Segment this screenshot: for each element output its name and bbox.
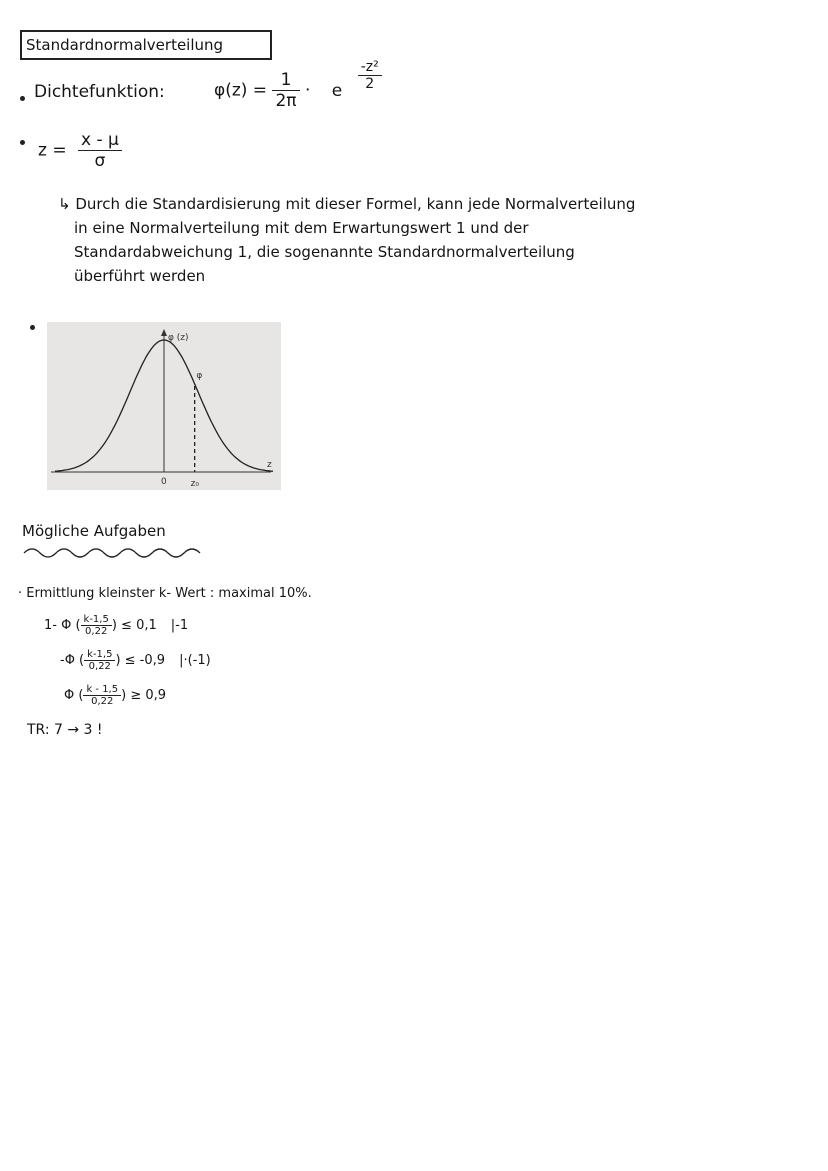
note-line-1: ↳ Durch die Standardisierung mit dieser Formel, kann jede Normalverteilung: [58, 195, 636, 213]
z-den: σ: [94, 151, 106, 171]
density-exponent: [358, 59, 382, 92]
density-formula: [214, 58, 379, 111]
wavy-underline: [22, 545, 212, 561]
y-axis-arrow-icon: [161, 329, 167, 336]
arrow-icon: ↳: [58, 195, 71, 213]
operation-note: |-1: [170, 618, 189, 633]
fraction: $\frac{k-1,5}{0,22}$: [81, 614, 112, 637]
fraction: $\frac{k-1,5}{0,22}$: [84, 649, 115, 672]
inequality-2: -Φ ( $\frac{k-1,5}{0,22}$ ) ≤ -0,9 |·(-1): [60, 649, 211, 672]
z-fraction: [78, 130, 122, 171]
section-title: Mögliche Aufgaben: [22, 522, 166, 540]
density-lhs: φ(z) =: [214, 80, 268, 101]
density-dot: ·: [304, 80, 311, 101]
density-frac-den: 2π: [275, 91, 297, 111]
z-num: x - μ: [78, 130, 122, 151]
y-axis-label: φ (z): [168, 333, 189, 343]
curve-label: φ: [196, 370, 203, 381]
z-lhs: z =: [38, 140, 67, 161]
density-fraction: [272, 70, 299, 111]
standardization-note: [58, 192, 828, 288]
note-line-2: in eine Normalverteilung mit dem Erwartungswert 1 und der: [74, 219, 529, 237]
normal-curve-chart: [47, 322, 281, 490]
z0-label: z₀: [190, 479, 199, 489]
calculator-note: TR: 7 → 3 !: [27, 722, 103, 738]
density-frac-num: 1: [272, 70, 299, 91]
bullet: [20, 96, 25, 101]
z-formula: [38, 130, 122, 171]
density-exp-num: -z²: [358, 59, 382, 76]
density-label: Dichtefunktion:: [34, 82, 165, 102]
page-title: Standardnormalverteilung: [20, 30, 272, 60]
operation-note: |·(-1): [179, 653, 211, 668]
inequality-1: 1- Φ ( $\frac{k-1,5}{0,22}$ ) ≤ 0,1 |-1: [44, 614, 189, 637]
x-axis-label: z: [267, 460, 272, 470]
origin-label: 0: [161, 477, 167, 487]
note-line-3: Standardabweichung 1, die sogenannte Standardnormalverteilung: [74, 243, 575, 261]
note-line-4: überführt werden: [74, 267, 206, 285]
density-exp-den: 2: [365, 75, 375, 92]
normal-curve-figure: [47, 322, 281, 490]
fraction: $\frac{k - 1,5}{0,22}$: [83, 684, 121, 707]
bullet: [30, 325, 35, 330]
density-e: e: [331, 80, 343, 101]
task-item: · Ermittlung kleinster k- Wert : maximal 10%.: [18, 586, 312, 601]
bullet: [20, 140, 25, 145]
inequality-3: Φ ( $\frac{k - 1,5}{0,22}$ ) ≥ 0,9: [64, 684, 167, 707]
